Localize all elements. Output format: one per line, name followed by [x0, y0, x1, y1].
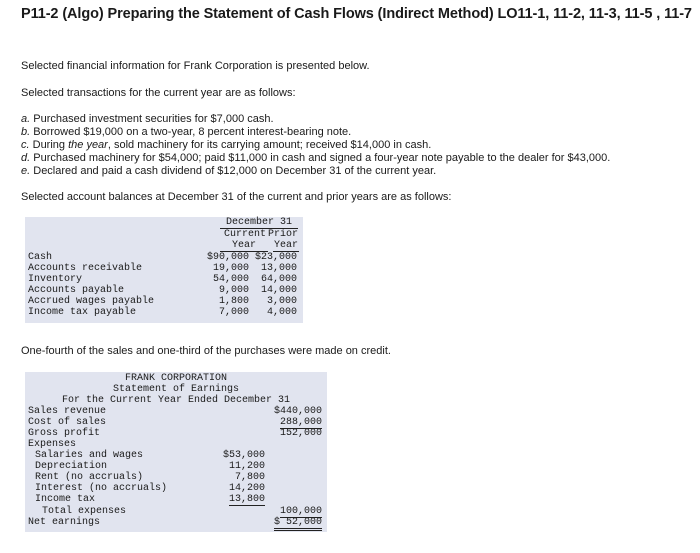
gross-profit-value: 152,000	[279, 428, 322, 439]
cost-of-sales-label: Cost of sales	[28, 417, 107, 428]
transaction-item: e. Declared and paid a cash dividend of $12,000 on December 31 of the current year.	[21, 165, 437, 177]
transaction-item: a. Purchased investment securities for $7,000 cash.	[21, 113, 274, 125]
gross-profit-label: Gross profit	[28, 428, 101, 439]
expense-label: Salaries and wages	[35, 450, 144, 461]
table-row: Accounts receivable 19,000 13,000	[28, 263, 297, 274]
expense-label: Income tax	[35, 494, 96, 505]
expense-value: 13,800	[228, 494, 265, 505]
table-row: Inventory 54,000 64,000	[28, 274, 297, 285]
expense-label: Interest (no accruals)	[35, 483, 168, 494]
balances-intro: Selected account balances at December 31 of the current and prior years are as follows:	[21, 191, 452, 203]
company-name: FRANK CORPORATION	[124, 373, 228, 384]
cost-of-sales-value: 288,000	[279, 417, 322, 428]
table-row: Cash $90,000 $23,000	[28, 252, 297, 263]
statement-title: Statement of Earnings	[112, 384, 240, 395]
transaction-item: c. During the year, sold machinery for its carrying amount; received $14,000 in cash.	[21, 139, 432, 151]
intro-text: Selected financial information for Frank Corporation is presented below.	[21, 60, 370, 72]
expense-value: $53,000	[222, 450, 265, 461]
table-row: Accrued wages payable 1,800 3,000	[28, 296, 297, 307]
expense-value: 7,800	[234, 472, 265, 483]
expense-value: 14,200	[228, 483, 265, 494]
expense-value: 11,200	[228, 461, 265, 472]
header-prior: Prior	[267, 229, 298, 240]
total-expenses-value: 100,000	[279, 506, 322, 517]
header-current-year: Year	[220, 240, 268, 252]
expenses-label: Expenses	[28, 439, 77, 450]
sales-value: $440,000	[273, 406, 322, 417]
transactions-list	[21, 113, 610, 178]
table-row: Income tax payable 7,000 4,000	[28, 307, 297, 318]
expense-label: Depreciation	[35, 461, 108, 472]
credit-note: One-fourth of the sales and one-third of the purchases were made on credit.	[21, 345, 391, 357]
header-prior-year: Year	[273, 240, 298, 251]
sales-label: Sales revenue	[28, 406, 107, 417]
account-balances-table	[25, 217, 303, 323]
net-earnings-value: $ 52,000	[274, 517, 322, 531]
transaction-item: d. Purchased machinery for $54,000; paid $11,000 in cash and signed a four-year note payable to the dealer for $43,000.	[21, 152, 611, 164]
table-row: Accounts payable 9,000 14,000	[28, 285, 297, 296]
transaction-item: b. Borrowed $19,000 on a two-year, 8 percent interest-bearing note.	[21, 126, 352, 138]
transactions-intro: Selected transactions for the current year are as follows:	[21, 87, 296, 99]
statement-period: For the Current Year Ended December 31	[61, 395, 291, 406]
income-statement	[25, 372, 327, 532]
net-earnings-label: Net earnings	[28, 517, 101, 528]
page-title: P11-2 (Algo) Preparing the Statement of Cash Flows (Indirect Method) LO11-1, 11-2, 11-3, 11-5 , 11-7	[21, 6, 692, 22]
expense-label: Rent (no accruals)	[35, 472, 144, 483]
header-december-31: December 31	[220, 217, 298, 229]
total-expenses-label: Total expenses	[42, 506, 127, 517]
header-current: Current	[223, 229, 266, 240]
